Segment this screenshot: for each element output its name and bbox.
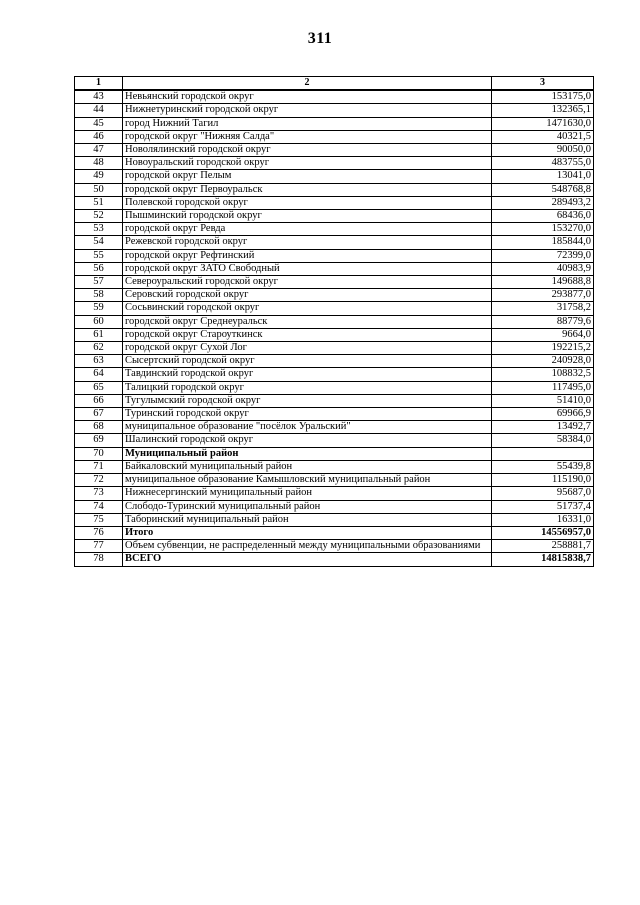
table-row	[75, 408, 594, 421]
row-number: 62	[75, 342, 123, 355]
table-row	[75, 513, 594, 526]
row-number: 75	[75, 513, 123, 526]
row-number: 47	[75, 144, 123, 157]
row-name: Нижнетуринский городской округ	[123, 104, 492, 117]
row-name: городской округ "Нижняя Салда"	[123, 130, 492, 143]
row-value	[492, 447, 594, 460]
row-name: Байкаловский муниципальный район	[123, 460, 492, 473]
row-number: 61	[75, 328, 123, 341]
table-row	[75, 553, 594, 566]
row-name: Туринский городской округ	[123, 408, 492, 421]
row-value: 40983,9	[492, 262, 594, 275]
row-name: городской округ Сухой Лог	[123, 342, 492, 355]
row-name: Невьянский городской округ	[123, 90, 492, 104]
table-row	[75, 130, 594, 143]
row-name: Новолялинский городской округ	[123, 144, 492, 157]
row-number: 65	[75, 381, 123, 394]
table-row	[75, 328, 594, 341]
row-name: городской округ Ревда	[123, 223, 492, 236]
row-value: 14815838,7	[492, 553, 594, 566]
row-value: 13492,7	[492, 421, 594, 434]
row-value: 55439,8	[492, 460, 594, 473]
row-number: 49	[75, 170, 123, 183]
row-value: 16331,0	[492, 513, 594, 526]
row-value: 149688,8	[492, 276, 594, 289]
row-name: Полевской городской округ	[123, 196, 492, 209]
row-name: Сысертский городской округ	[123, 355, 492, 368]
table-row	[75, 526, 594, 539]
table-row	[75, 262, 594, 275]
table-row	[75, 276, 594, 289]
row-number: 66	[75, 394, 123, 407]
row-name: городской округ Рефтинский	[123, 249, 492, 262]
subvention-table	[74, 76, 594, 567]
column-header-name: 2	[123, 77, 492, 91]
row-number: 77	[75, 540, 123, 553]
row-number: 52	[75, 210, 123, 223]
row-value: 69966,9	[492, 408, 594, 421]
row-number: 58	[75, 289, 123, 302]
row-number: 76	[75, 526, 123, 539]
row-number: 59	[75, 302, 123, 315]
row-name: Режевской городской округ	[123, 236, 492, 249]
table-row	[75, 500, 594, 513]
table-row	[75, 196, 594, 209]
row-name: городской округ Пелым	[123, 170, 492, 183]
table-row	[75, 368, 594, 381]
row-number: 44	[75, 104, 123, 117]
row-name: Североуральский городской округ	[123, 276, 492, 289]
table-row	[75, 460, 594, 473]
table-row	[75, 157, 594, 170]
row-value: 108832,5	[492, 368, 594, 381]
row-number: 74	[75, 500, 123, 513]
row-value: 153270,0	[492, 223, 594, 236]
column-header-value: 3	[492, 77, 594, 91]
column-header-number: 1	[75, 77, 123, 91]
row-number: 67	[75, 408, 123, 421]
table-row	[75, 474, 594, 487]
row-number: 72	[75, 474, 123, 487]
row-number: 69	[75, 434, 123, 447]
table-row	[75, 289, 594, 302]
table-row	[75, 381, 594, 394]
row-number: 64	[75, 368, 123, 381]
row-name: Слободо-Туринский муниципальный район	[123, 500, 492, 513]
table-row	[75, 302, 594, 315]
table-row	[75, 487, 594, 500]
table-header-row	[75, 77, 594, 91]
table-row	[75, 540, 594, 553]
table-row	[75, 355, 594, 368]
row-number: 78	[75, 553, 123, 566]
table-row	[75, 421, 594, 434]
row-value: 95687,0	[492, 487, 594, 500]
table-row	[75, 210, 594, 223]
row-value: 192215,2	[492, 342, 594, 355]
row-number: 50	[75, 183, 123, 196]
row-number: 73	[75, 487, 123, 500]
row-value: 88779,6	[492, 315, 594, 328]
row-name: Тавдинский городской округ	[123, 368, 492, 381]
row-value: 51410,0	[492, 394, 594, 407]
row-name: городской округ Староуткинск	[123, 328, 492, 341]
row-value: 289493,2	[492, 196, 594, 209]
row-value: 14556957,0	[492, 526, 594, 539]
row-number: 71	[75, 460, 123, 473]
row-value: 185844,0	[492, 236, 594, 249]
table-row	[75, 117, 594, 130]
row-number: 60	[75, 315, 123, 328]
table-body	[75, 90, 594, 566]
row-value: 258881,7	[492, 540, 594, 553]
table-row	[75, 223, 594, 236]
row-name: Муниципальный район	[123, 447, 492, 460]
row-value: 68436,0	[492, 210, 594, 223]
row-value: 9664,0	[492, 328, 594, 341]
row-value: 153175,0	[492, 90, 594, 104]
row-number: 68	[75, 421, 123, 434]
row-value: 240928,0	[492, 355, 594, 368]
row-value: 90050,0	[492, 144, 594, 157]
row-name: Объем субвенции, не распределенный между муниципальными образованиями	[123, 540, 492, 553]
table-row	[75, 90, 594, 104]
row-name: Таборинский муниципальный район	[123, 513, 492, 526]
table-row	[75, 144, 594, 157]
row-value: 31758,2	[492, 302, 594, 315]
row-value: 115190,0	[492, 474, 594, 487]
row-name: муниципальное образование "посёлок Уральский"	[123, 421, 492, 434]
row-number: 56	[75, 262, 123, 275]
row-name: Сосьвинский городской округ	[123, 302, 492, 315]
table-row	[75, 342, 594, 355]
row-value: 548768,8	[492, 183, 594, 196]
row-number: 46	[75, 130, 123, 143]
row-name: городской округ Среднеуральск	[123, 315, 492, 328]
row-number: 57	[75, 276, 123, 289]
row-value: 51737,4	[492, 500, 594, 513]
row-number: 48	[75, 157, 123, 170]
row-number: 45	[75, 117, 123, 130]
row-number: 43	[75, 90, 123, 104]
page-number: 311	[307, 30, 333, 47]
row-name: Шалинский городской округ	[123, 434, 492, 447]
row-value: 40321,5	[492, 130, 594, 143]
table-row	[75, 447, 594, 460]
row-value: 132365,1	[492, 104, 594, 117]
row-name: город Нижний Тагил	[123, 117, 492, 130]
table-row	[75, 170, 594, 183]
row-name: Нижнесергинский муниципальный район	[123, 487, 492, 500]
row-name: Новоуральский городской округ	[123, 157, 492, 170]
row-name: Талицкий городской округ	[123, 381, 492, 394]
row-value: 72399,0	[492, 249, 594, 262]
row-value: 117495,0	[492, 381, 594, 394]
table-row	[75, 236, 594, 249]
table-row	[75, 183, 594, 196]
row-name: городской округ Первоуральск	[123, 183, 492, 196]
table-row	[75, 315, 594, 328]
row-name: Серовский городской округ	[123, 289, 492, 302]
row-name: Тугулымский городской округ	[123, 394, 492, 407]
row-number: 53	[75, 223, 123, 236]
row-value: 1471630,0	[492, 117, 594, 130]
table-row	[75, 434, 594, 447]
row-name: ВСЕГО	[123, 553, 492, 566]
row-value: 293877,0	[492, 289, 594, 302]
row-number: 54	[75, 236, 123, 249]
row-number: 70	[75, 447, 123, 460]
row-value: 13041,0	[492, 170, 594, 183]
table-row	[75, 104, 594, 117]
row-name: муниципальное образование Камышловский муниципальный район	[123, 474, 492, 487]
row-number: 55	[75, 249, 123, 262]
row-name: Пышминский городской округ	[123, 210, 492, 223]
row-name: городской округ ЗАТО Свободный	[123, 262, 492, 275]
table-row	[75, 394, 594, 407]
row-number: 51	[75, 196, 123, 209]
table-row	[75, 249, 594, 262]
row-value: 483755,0	[492, 157, 594, 170]
row-value: 58384,0	[492, 434, 594, 447]
row-number: 63	[75, 355, 123, 368]
row-name: Итого	[123, 526, 492, 539]
